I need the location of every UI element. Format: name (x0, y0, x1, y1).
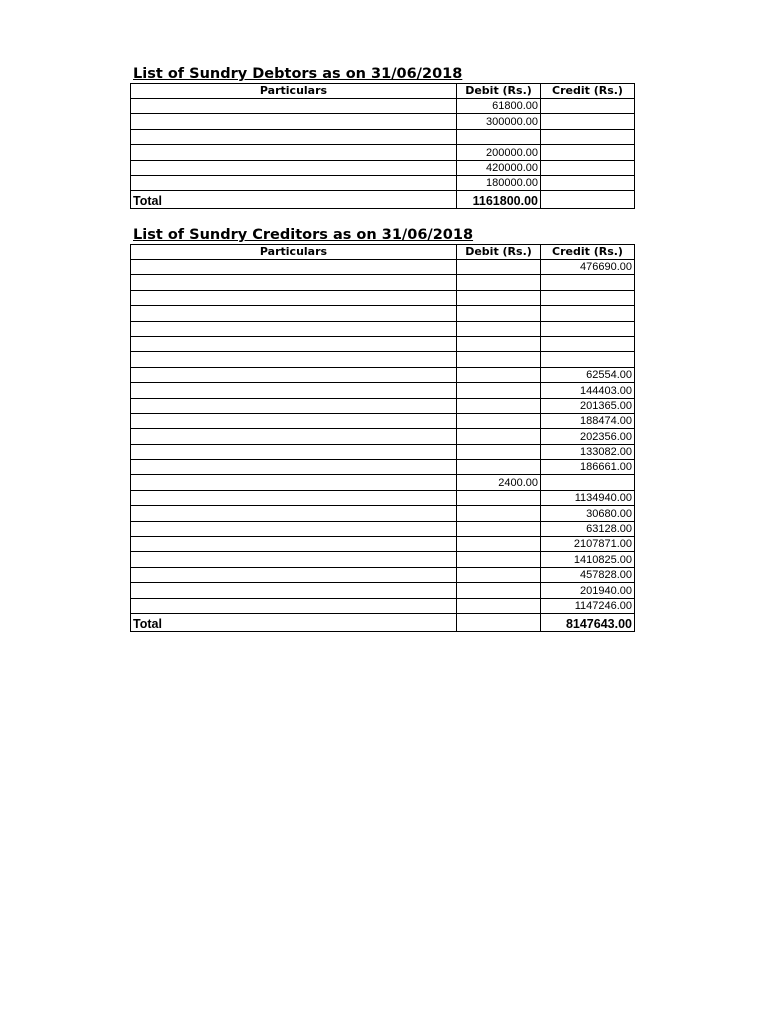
table-row (131, 114, 635, 129)
credit-cell: 186661.00 (541, 460, 635, 475)
debit-cell (457, 460, 541, 475)
table-row (131, 552, 635, 567)
table-row (131, 444, 635, 459)
debit-cell (457, 537, 541, 552)
particulars-cell (131, 506, 457, 521)
particulars-cell (131, 145, 457, 160)
table-row (131, 290, 635, 305)
debit-header: Debit (Rs.) (457, 245, 541, 260)
creditors-rows (131, 260, 635, 614)
particulars-cell (131, 460, 457, 475)
debit-cell (457, 552, 541, 567)
table-row (131, 583, 635, 598)
total-debit (457, 613, 541, 631)
credit-cell: 2107871.00 (541, 537, 635, 552)
particulars-cell (131, 336, 457, 351)
particulars-cell (131, 275, 457, 290)
total-credit (541, 191, 635, 209)
sundry-debtors-table (130, 83, 635, 209)
particulars-cell (131, 160, 457, 175)
table-header-row (131, 245, 635, 260)
table-row (131, 490, 635, 505)
debit-cell (457, 321, 541, 336)
particulars-cell (131, 321, 457, 336)
table-row (131, 398, 635, 413)
particulars-header: Particulars (131, 84, 457, 99)
debit-cell (457, 429, 541, 444)
table-row (131, 352, 635, 367)
total-label: Total (131, 613, 457, 631)
particulars-cell (131, 260, 457, 275)
particulars-cell (131, 99, 457, 114)
table-row (131, 383, 635, 398)
debit-cell (457, 352, 541, 367)
debit-cell (457, 567, 541, 582)
debit-cell (457, 306, 541, 321)
credit-cell: 457828.00 (541, 567, 635, 582)
debit-cell (457, 129, 541, 144)
particulars-cell (131, 567, 457, 582)
debit-cell (457, 336, 541, 351)
credit-cell (541, 129, 635, 144)
table-row (131, 429, 635, 444)
table-row (131, 99, 635, 114)
table-row (131, 260, 635, 275)
credit-cell: 1147246.00 (541, 598, 635, 613)
credit-cell (541, 475, 635, 490)
particulars-cell (131, 398, 457, 413)
particulars-cell (131, 367, 457, 382)
table-row (131, 160, 635, 175)
credit-cell (541, 352, 635, 367)
sundry-creditors-table (130, 244, 635, 632)
total-row (131, 613, 635, 631)
particulars-cell (131, 175, 457, 190)
debit-cell (457, 506, 541, 521)
debit-cell (457, 490, 541, 505)
credit-cell: 202356.00 (541, 429, 635, 444)
particulars-cell (131, 129, 457, 144)
debit-cell (457, 583, 541, 598)
debit-cell: 180000.00 (457, 175, 541, 190)
credit-cell: 30680.00 (541, 506, 635, 521)
credit-cell (541, 306, 635, 321)
credit-cell (541, 99, 635, 114)
particulars-cell (131, 114, 457, 129)
debit-cell (457, 444, 541, 459)
credit-cell: 133082.00 (541, 444, 635, 459)
credit-cell (541, 336, 635, 351)
debit-cell (457, 367, 541, 382)
total-credit: 8147643.00 (541, 613, 635, 631)
table-row (131, 506, 635, 521)
table-row (131, 567, 635, 582)
credit-header: Credit (Rs.) (541, 84, 635, 99)
table-row (131, 521, 635, 536)
debit-cell: 300000.00 (457, 114, 541, 129)
debit-cell: 61800.00 (457, 99, 541, 114)
debtors-rows (131, 99, 635, 191)
table-row (131, 321, 635, 336)
table-row (131, 460, 635, 475)
table-row (131, 129, 635, 144)
credit-cell (541, 175, 635, 190)
credit-cell: 188474.00 (541, 413, 635, 428)
debit-cell (457, 260, 541, 275)
table-row (131, 275, 635, 290)
debit-cell: 2400.00 (457, 475, 541, 490)
particulars-cell (131, 552, 457, 567)
debit-cell (457, 413, 541, 428)
debtors-title: List of Sundry Debtors as on 31/06/2018 (133, 66, 463, 82)
table-row (131, 306, 635, 321)
debit-cell (457, 598, 541, 613)
debit-cell (457, 290, 541, 305)
particulars-cell (131, 583, 457, 598)
particulars-cell (131, 521, 457, 536)
particulars-cell (131, 383, 457, 398)
table-row (131, 367, 635, 382)
total-debit: 1161800.00 (457, 191, 541, 209)
debit-cell (457, 383, 541, 398)
credit-cell: 63128.00 (541, 521, 635, 536)
debit-header: Debit (Rs.) (457, 84, 541, 99)
table-row (131, 175, 635, 190)
credit-cell: 62554.00 (541, 367, 635, 382)
credit-cell (541, 275, 635, 290)
credit-cell: 476690.00 (541, 260, 635, 275)
creditors-title: List of Sundry Creditors as on 31/06/2018 (133, 227, 474, 243)
particulars-cell (131, 490, 457, 505)
debit-cell (457, 521, 541, 536)
table-row (131, 336, 635, 351)
credit-cell: 1134940.00 (541, 490, 635, 505)
particulars-cell (131, 413, 457, 428)
table-row (131, 413, 635, 428)
debit-cell: 420000.00 (457, 160, 541, 175)
debit-cell (457, 398, 541, 413)
credit-cell (541, 114, 635, 129)
particulars-cell (131, 598, 457, 613)
total-row (131, 191, 635, 209)
credit-cell: 144403.00 (541, 383, 635, 398)
credit-cell (541, 145, 635, 160)
particulars-cell (131, 475, 457, 490)
debit-cell (457, 275, 541, 290)
particulars-cell (131, 306, 457, 321)
credit-cell (541, 160, 635, 175)
credit-header: Credit (Rs.) (541, 245, 635, 260)
table-row (131, 537, 635, 552)
table-row (131, 145, 635, 160)
credit-cell (541, 290, 635, 305)
credit-cell: 201365.00 (541, 398, 635, 413)
particulars-cell (131, 429, 457, 444)
table-row (131, 598, 635, 613)
debit-cell: 200000.00 (457, 145, 541, 160)
credit-cell: 1410825.00 (541, 552, 635, 567)
table-row (131, 475, 635, 490)
particulars-cell (131, 444, 457, 459)
table-header-row (131, 84, 635, 99)
particulars-cell (131, 352, 457, 367)
particulars-cell (131, 537, 457, 552)
particulars-header: Particulars (131, 245, 457, 260)
credit-cell (541, 321, 635, 336)
particulars-cell (131, 290, 457, 305)
credit-cell: 201940.00 (541, 583, 635, 598)
total-label: Total (131, 191, 457, 209)
